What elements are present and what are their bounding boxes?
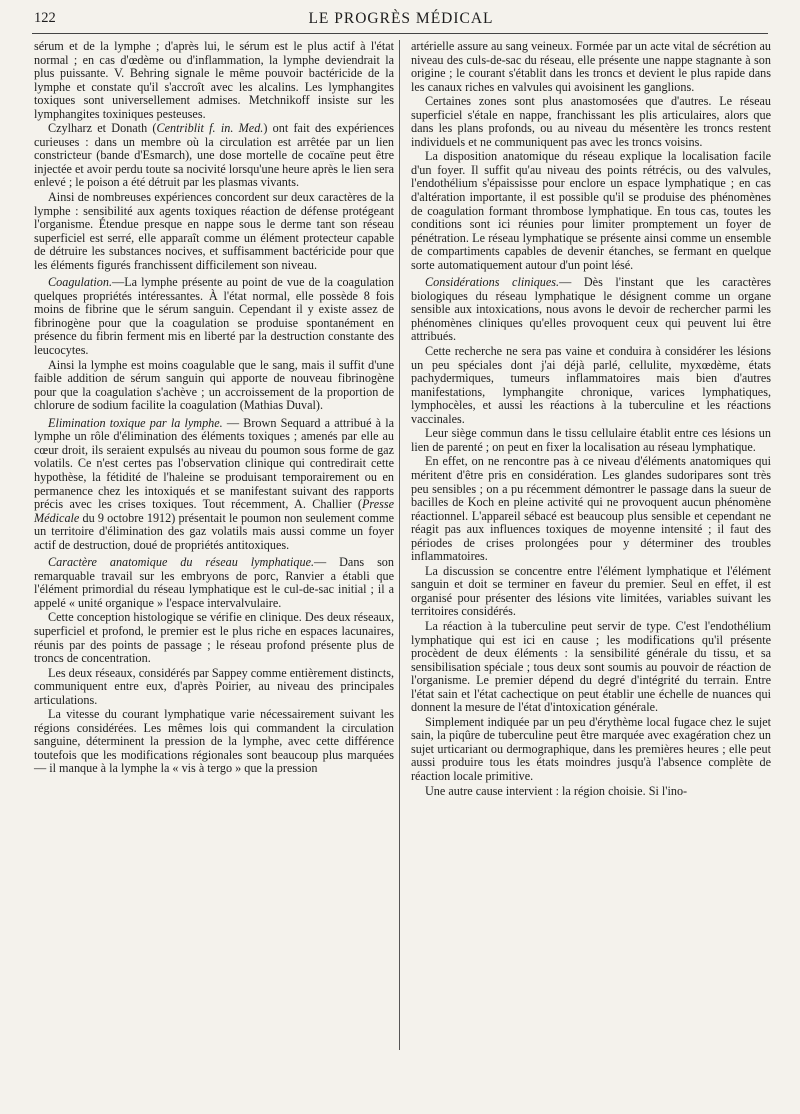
paragraph-text: Czylharz et Donath ( (48, 121, 157, 136)
paragraph-text: La disposition anatomique du réseau explique la localisation facile d'un foyer. Il suffit qu'au niveau des points rétrécis, ou des valvules, l'endothélium s'épaississe pour enclore un espace lymphatique ; en cas d'altération importante, il est possible qu'il se produise des phénomènes de coagulation formant thrombose lymphatique. En tous cas, toutes les conditions sont ici réunies pour limiter promptement un foyer de pénétration. Le réseau lymphatique se présente ainsi comme un ensemble de compartiments capables de devenir étanches, se fermant en quelque sorte automatiquement autour d'un point lésé. (411, 149, 771, 272)
paragraph-text: sérum et de la lymphe ; d'après lui, le sérum est le plus actif à l'état normal ; en cas d'œdème ou d'inflammation, la lymphe deviendrait la plus puissante. V. Behring signale le même pouvoir bactéricide de la lymphe et constate qu'il s'accroît avec les alcalins. Les lymphangites toxiques sont universellement admises. Metchnikoff insiste sur les lymphangites toxiniques pesteuses. (34, 39, 394, 121)
paragraph-text: artérielle assure au sang veineux. Formée par un acte vital de sécrétion au niveau des culs-de-sac du réseau, elle présente une nappe stagnante à son origine ; le courant s'établit dans les troncs et devient le plus rapide dans les canaux riches en valvules qui avoisinent les ganglions. (411, 39, 771, 94)
paragraph-text: Simplement indiquée par un peu d'érythème local fugace chez le sujet sain, la piqûre de tuberculine peut être marquée avec exagération chez un sujet urticariant ou dermographique, dans les premières heures ; elle peut aussi produire tous les états moindres jusqu'à l'absence complète de réaction locale primitive. (411, 714, 771, 783)
paragraph-text: Cette conception histologique se vérifie en clinique. Des deux réseaux, superficiel et profond, le premier est le plus riche en espaces lacunaires, réunis par des points de passage ; le réseau profond présente plus de troncs de concentration. (34, 610, 394, 666)
paragraph-text: Ainsi la lymphe est moins coagulable que le sang, mais il suffit d'une faible addition de sérum sanguin qui apporte de nouveau fibrinogène pour que la coagulation s'achève ; un accroissement de la proportion de chlorure de sodium facilite la coagulation (Mathias Duval). (34, 357, 394, 413)
paragraph-text: — Brown Sequard a attribué à la lymphe un rôle d'élimination des éléments toxiques ; amenés par elle au cœur droit, ils seraient expulsés au niveau du poumon sous forme de gaz volatils. Ce n'est certes pas l'observation clinique qui contredirait cette hypothèse, la fétidité de l'haleine se produisant temporairement ou en permanence chez les intoxiqués et se manifestant suivant des rapports précis avec les crises toxiques. Tout récemment, A. Challier ( (34, 415, 395, 512)
paragraph (34, 708, 394, 776)
right-column (411, 40, 771, 799)
paragraph-text: — Dès l'instant que les caractères biologiques du réseau lymphatique le désignent comme un organe sensible aux intoxications, nous avons le devoir de rechercher parmi les phénomènes cliniques qu'elles provoquent ceux qui peuvent lui être attribués. (411, 275, 771, 344)
paragraph (411, 785, 771, 799)
column-divider (399, 40, 400, 1050)
citation: Presse Médicale (34, 497, 394, 525)
paragraph-text: La discussion se concentre entre l'élément lymphatique et l'élément sanguin et doit se terminer en faveur du premier. Seul en effet, il est organisé pour présenter des lésions vite limitées, variables suivant les territoires considérés. (411, 563, 771, 619)
paragraph-text: — Dans son remarquable travail sur les embryons de porc, Ranvier a établi que l'élément primordial du réseau lymphatique est le cul-de-sac initial ; il a appelé « unité organique » l'espace intervalvulaire. (34, 555, 394, 610)
paragraph-text: Leur siège commun dans le tissu cellulaire établit entre ces lésions un lien de parenté ; on peut en fixer la localisation au réseau lymphatique. (411, 426, 771, 454)
page-header (34, 8, 768, 30)
paragraph (34, 191, 394, 272)
paragraph (411, 150, 771, 272)
paragraph (411, 427, 771, 454)
left-column (34, 40, 394, 777)
section-heading: Considérations cliniques. (425, 275, 560, 290)
paragraph (411, 276, 771, 344)
paragraph (411, 345, 771, 426)
paragraph-text: Certaines zones sont plus anastomosées que d'autres. Le réseau superficiel s'étale en nappe, franchissant les plis articulaires, alors que dans les plans profonds, ou au niveau du mésentère les troncs restent individuels et ne communiquent pas avec les troncs voisins. (411, 94, 771, 149)
paragraph (34, 556, 394, 610)
paragraph (34, 359, 394, 413)
paragraph (34, 276, 394, 357)
paragraph (411, 40, 771, 94)
paragraph (34, 667, 394, 708)
paragraph (411, 620, 771, 715)
paragraph (411, 716, 771, 784)
paragraph (411, 455, 771, 563)
page-number: 122 (34, 10, 56, 26)
section-heading: Coagulation. (48, 275, 112, 290)
paragraph-text: Cette recherche ne sera pas vaine et conduira à considérer les lésions un peu spéciales dont j'ai déjà parlé, cellulite, myxœdème, états pachydermiques, tumeurs inflammatoires mais bien d'autres manifestations, lymphangite chronique, varices lymphatiques, lymphocèles, et aussi les réactions à la tuberculine et les réactions vaccinales. (411, 344, 771, 426)
paragraph (411, 565, 771, 619)
citation: Centriblit f. in. Med. (156, 121, 264, 136)
paragraph-text: ) ont fait des expériences curieuses : dans un membre où la circulation est arrêtée par un lien constricteur (bande d'Esmarch), une dose mortelle de cocaïne peut être injectée et avoir perdu toute sa nocivité lorsqu'une heure après le lien sera enlevé ; le poison a été détruit par les plasmas vivants. (34, 121, 395, 190)
paragraph-text: —La lymphe présente au point de vue de la coagulation quelques propriétés intéressantes. À l'état normal, elle possède 8 fois moins de fibrine que le sérum sanguin. Cependant il y existe assez de fibrinogène pour que la coagulation se produise spontanément en présence du fibrin ferment mis en liberté par la destruction constante des leucocytes. (34, 275, 394, 358)
section-heading: Elimination toxique par la lymphe. (48, 415, 223, 430)
paragraph-text: Une autre cause intervient : la région choisie. Si l'ino- (425, 783, 688, 798)
paragraph-text: La vitesse du courant lymphatique varie nécessairement suivant les régions considérées. Les mêmes lois qui commandent la circulation sanguine, déterminent la pression de la lymphe, avec cette différence toutefois que les modifications régionales sont beaucoup plus marquées — il manque à la lymphe la « vis à tergo » que la pression (34, 707, 394, 776)
paragraph (34, 122, 394, 190)
paragraph-text: La réaction à la tuberculine peut servir de type. C'est l'endothélium lymphatique qui est ici en cause ; les modifications qu'il présente procèdent de deux éléments : la sensibilité générale du tissu, et sa sensibilisation spéciale ; tous deux sont soumis au pouvoir de réaction de l'organisme. Le premier dépend du degré d'intégrité du terrain. Entre l'état sain et l'état cachectique on peut établir une échelle de nuances qui donnent la mesure de l'état d'intoxication générale. (411, 618, 771, 715)
header-rule (32, 33, 768, 34)
paragraph (34, 611, 394, 665)
paragraph (34, 40, 394, 121)
running-title: LE PROGRÈS MÉDICAL (308, 10, 494, 27)
paragraph (411, 95, 771, 149)
paragraph-text: Les deux réseaux, considérés par Sappey comme entièrement distincts, communiquent entre eux, d'après Poirier, au niveau des principales articulations. (34, 665, 394, 707)
paragraph-text: du 9 octobre 1912) présentait le poumon non seulement comme un territoire d'élimination des gaz volatils mais aussi comme un foyer actif de destruction, doué de propriétés antitoxiques. (34, 510, 394, 552)
paragraph (34, 417, 394, 552)
paragraph-text: En effet, on ne rencontre pas à ce niveau d'éléments anatomiques qui méritent d'être pris en considération. Les glandes sudoripares sont très peu sensibles ; on a pu récemment démontrer le passage dans la sueur de bacilles de Koch en pleine activité qui ne provoquent aucun phénomène réactionnel. L'appareil sébacé est beaucoup plus sensible et cependant ne réagit pas aux influences toxiques de moyenne intensité ; il faut des périodes de crises prolongées pour y déterminer des troubles inflammatoires. (411, 454, 771, 564)
paragraph-text: Ainsi de nombreuses expériences concordent sur deux caractères de la lymphe : sensibilité aux agents toxiques réaction de défense protégeant l'organisme. Étendue presque en nappe sous le derme tant son réseau superficiel est serré, elle apparaît comme un élément protecteur capable de détruire les substances nocives, et suffisamment bactéricide pour que les éléments figurés franchissent difficilement son niveau. (34, 190, 394, 272)
section-heading: Caractère anatomique du réseau lymphatique. (48, 555, 315, 570)
